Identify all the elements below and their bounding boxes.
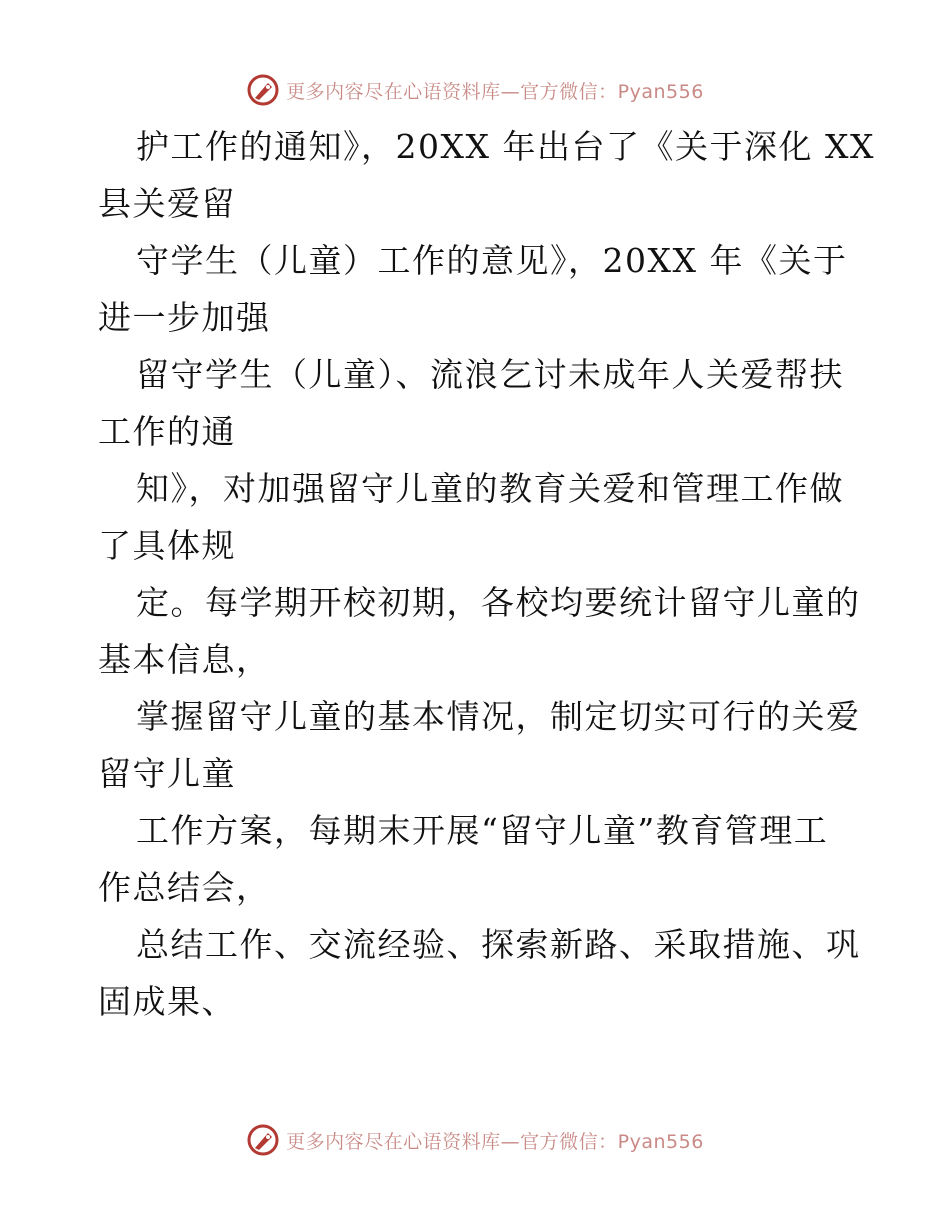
paragraph — [98, 232, 858, 346]
pen-nib-logo-icon — [246, 73, 280, 107]
paragraph-line: 基本信息， — [98, 640, 271, 679]
paragraph-line: 守学生（儿童）工作的意见》，20XX 年《关于 — [136, 241, 848, 280]
paragraph-line: 进一步加强 — [98, 298, 271, 337]
paragraph — [98, 802, 858, 916]
paragraph-line: 总结工作、交流经验、探索新路、采取措施、巩 — [136, 925, 861, 964]
paragraph — [98, 574, 861, 688]
paragraph-line: 固成果、 — [98, 982, 236, 1021]
paragraph-line: 工作的通 — [98, 412, 236, 451]
paragraph-line: 留守学生（儿童）、流浪乞讨未成年人关爱帮扶 — [136, 355, 844, 394]
paragraph — [98, 460, 858, 574]
footer-banner-text[interactable]: 更多内容尽在心语资料库—官方微信：Pyan556 — [286, 1130, 704, 1153]
paragraph-line: 定。每学期开校初期，各校均要统计留守儿童的 — [136, 583, 861, 622]
paragraph-line: 了具体规 — [98, 526, 236, 565]
paragraph — [98, 346, 858, 460]
paragraph-line: 护工作的通知》，20XX 年出台了《关于深化 XX — [136, 127, 875, 166]
paragraph — [98, 916, 861, 1030]
paragraph-line: 知》，对加强留守儿童的教育关爱和管理工作做 — [136, 469, 844, 508]
paragraph-line: 县关爱留 — [98, 184, 236, 223]
header-banner-text[interactable]: 更多内容尽在心语资料库—官方微信：Pyan556 — [286, 80, 704, 103]
document-body — [98, 118, 875, 1030]
paragraph-line: 掌握留守儿童的基本情况，制定切实可行的关爱 — [136, 697, 861, 736]
footer-banner — [0, 1120, 950, 1160]
pen-nib-logo-icon — [246, 1123, 280, 1157]
header-banner — [0, 70, 950, 110]
paragraph — [98, 688, 861, 802]
paragraph-line: 工作方案，每期末开展“留守儿童”教育管理工 — [136, 811, 829, 850]
paragraph-line: 留守儿童 — [98, 754, 236, 793]
paragraph-line: 作总结会， — [98, 868, 271, 907]
paragraph — [98, 118, 875, 232]
